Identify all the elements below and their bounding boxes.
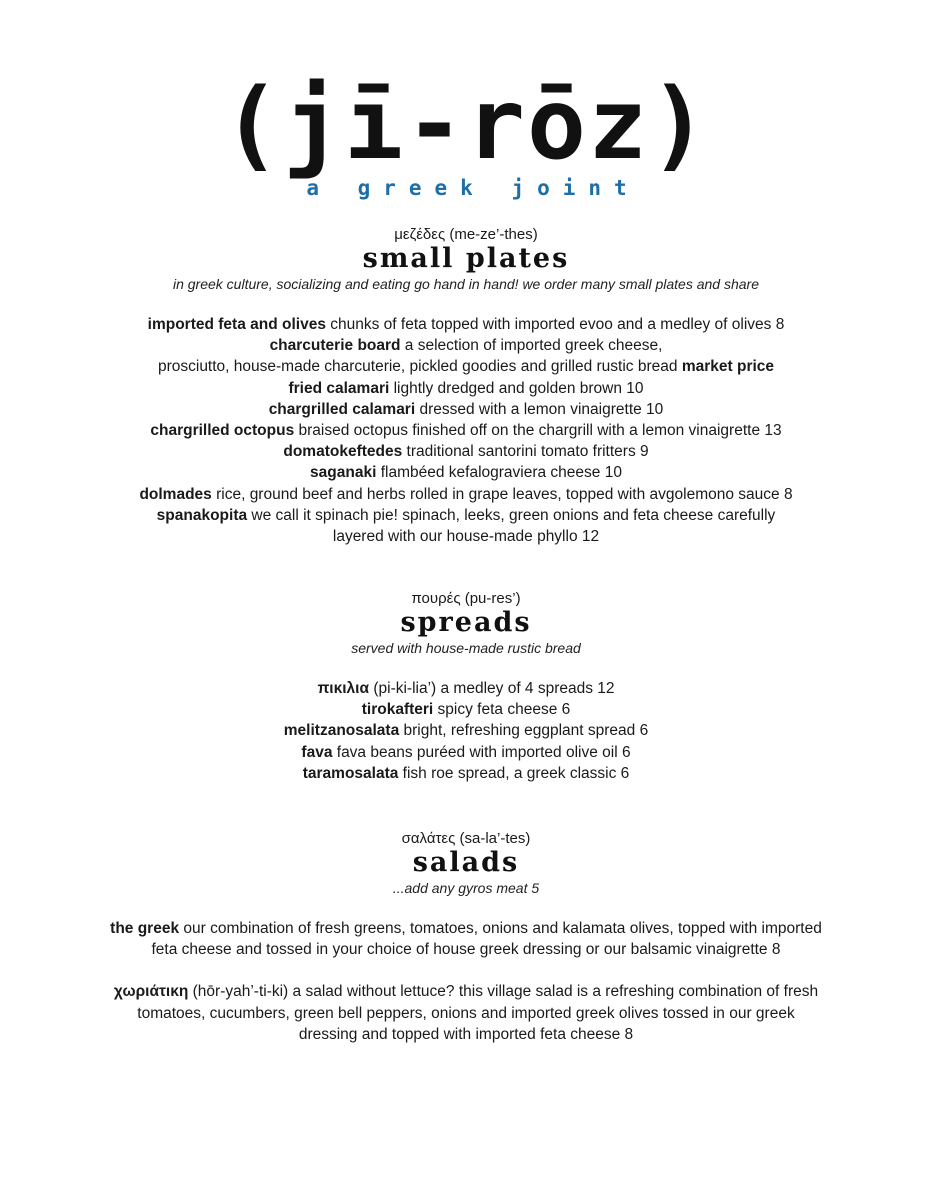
menu-item-desc: layered with our house-made phyllo 12 — [332, 528, 600, 546]
menu-item-desc: we call it spinach pie! spinach, leeks, green onions and feta cheese carefully — [247, 506, 776, 524]
section-subtitle: ...add any gyros meat 5 — [392, 880, 540, 896]
menu-item-name: πικιλια — [317, 680, 370, 697]
menu-item — [0, 720, 932, 741]
menu-item-desc: rice, ground beef and herbs rolled in grape leaves, topped with avgolemono sauce 8 — [211, 485, 793, 503]
menu-item — [106, 918, 826, 960]
menu-item-desc: (hōr-yah’-ti-ki) a salad without lettuce? this village salad is a refreshing combination of fresh tomatoes, cucumbers, green bell peppers, onions and imported greek olives tossed in our greek dressing and topped with imported feta cheese 8 — [137, 983, 819, 1043]
menu-item-desc: bright, refreshing eggplant spread 6 — [399, 722, 649, 740]
menu-item — [0, 420, 932, 441]
section-greek-name: πουρές (pu-res’) — [411, 590, 521, 607]
menu-item — [0, 399, 932, 420]
menu-item-name: domatokeftedes — [283, 443, 403, 461]
menu-item-name: chargrilled calamari — [268, 400, 416, 418]
menu-item-desc: fava beans puréed with imported olive oil 6 — [332, 743, 631, 761]
section-title: salads — [412, 847, 520, 878]
menu-item-desc: a selection of imported greek cheese, — [400, 337, 663, 355]
menu-item — [0, 505, 932, 526]
menu-item-list — [0, 678, 932, 784]
menu-item — [0, 678, 932, 699]
menu-item-name: fava — [301, 743, 333, 761]
menu-item-desc: (pi-ki-lia’) a medley of 4 spreads 12 — [369, 680, 615, 697]
logo-tagline: a greek joint — [306, 176, 640, 200]
menu-item — [0, 763, 932, 784]
menu-item-list — [0, 918, 932, 1045]
section-greek-name: σαλάτες (sa-la’-tes) — [401, 830, 531, 847]
menu-item — [0, 526, 932, 547]
menu-item-name: spanakopita — [156, 506, 248, 524]
section-greek-name: μεζέδες (me-ze’-thes) — [394, 226, 538, 243]
menu-item-desc: dressed with a lemon vinaigrette 10 — [415, 400, 664, 418]
menu-item-name: dolmades — [139, 485, 212, 503]
menu-item — [0, 441, 932, 462]
menu-item — [0, 699, 932, 720]
menu-item-name: melitzanosalata — [283, 722, 400, 740]
menu-item — [0, 742, 932, 763]
section-subtitle: in greek culture, socializing and eating go hand in hand! we order many small plates and share — [172, 276, 760, 292]
section-title: small plates — [362, 243, 570, 274]
restaurant-logo — [0, 70, 932, 200]
logo-name: (jī-rōz) — [221, 68, 710, 182]
menu-item — [0, 378, 932, 399]
menu-item — [0, 356, 932, 377]
menu-item-price: market price — [681, 358, 775, 376]
menu-item-desc: lightly dredged and golden brown 10 — [389, 379, 644, 397]
section-spreads — [0, 590, 932, 784]
menu-item-name: fried calamari — [288, 379, 390, 397]
menu-item — [0, 484, 932, 505]
section-salads — [0, 830, 932, 1045]
menu-item-desc: traditional santorini tomato fritters 9 — [402, 443, 649, 461]
section-subtitle: served with house-made rustic bread — [351, 640, 581, 656]
menu-item-name: χωριάτικη — [113, 983, 189, 1001]
menu-item — [0, 335, 932, 356]
menu-item-name: chargrilled octopus — [150, 422, 295, 440]
menu-item-desc: spicy feta cheese 6 — [433, 701, 571, 719]
menu-item-desc: prosciutto, house-made charcuterie, pickled goodies and grilled rustic bread — [157, 358, 682, 376]
menu-item-name: tirokafteri — [361, 701, 434, 719]
menu-item — [0, 462, 932, 483]
menu-item-desc: flambéed kefalograviera cheese 10 — [376, 464, 622, 482]
menu-item — [106, 981, 826, 1045]
menu-item-desc: our combination of fresh greens, tomatoes, onions and kalamata olives, topped with imported feta cheese and tossed in your choice of house greek dressing or our balsamic vinaigrette 8 — [151, 920, 822, 959]
menu-item-name: charcuterie board — [269, 337, 401, 355]
menu-item-name: taramosalata — [302, 764, 399, 782]
menu-item-name: the greek — [110, 920, 180, 937]
menu-item-name: imported feta and olives — [147, 316, 326, 333]
menu-item-desc: braised octopus finished off on the chargrill with a lemon vinaigrette 13 — [294, 422, 782, 440]
menu-item — [0, 314, 932, 335]
section-small-plates — [0, 226, 932, 547]
menu-item-list — [0, 314, 932, 547]
menu-item-desc: fish roe spread, a greek classic 6 — [398, 764, 630, 782]
menu-item-desc: chunks of feta topped with imported evoo and a medley of olives 8 — [325, 316, 785, 333]
section-title: spreads — [400, 607, 532, 638]
menu-item-name: saganaki — [310, 464, 377, 482]
